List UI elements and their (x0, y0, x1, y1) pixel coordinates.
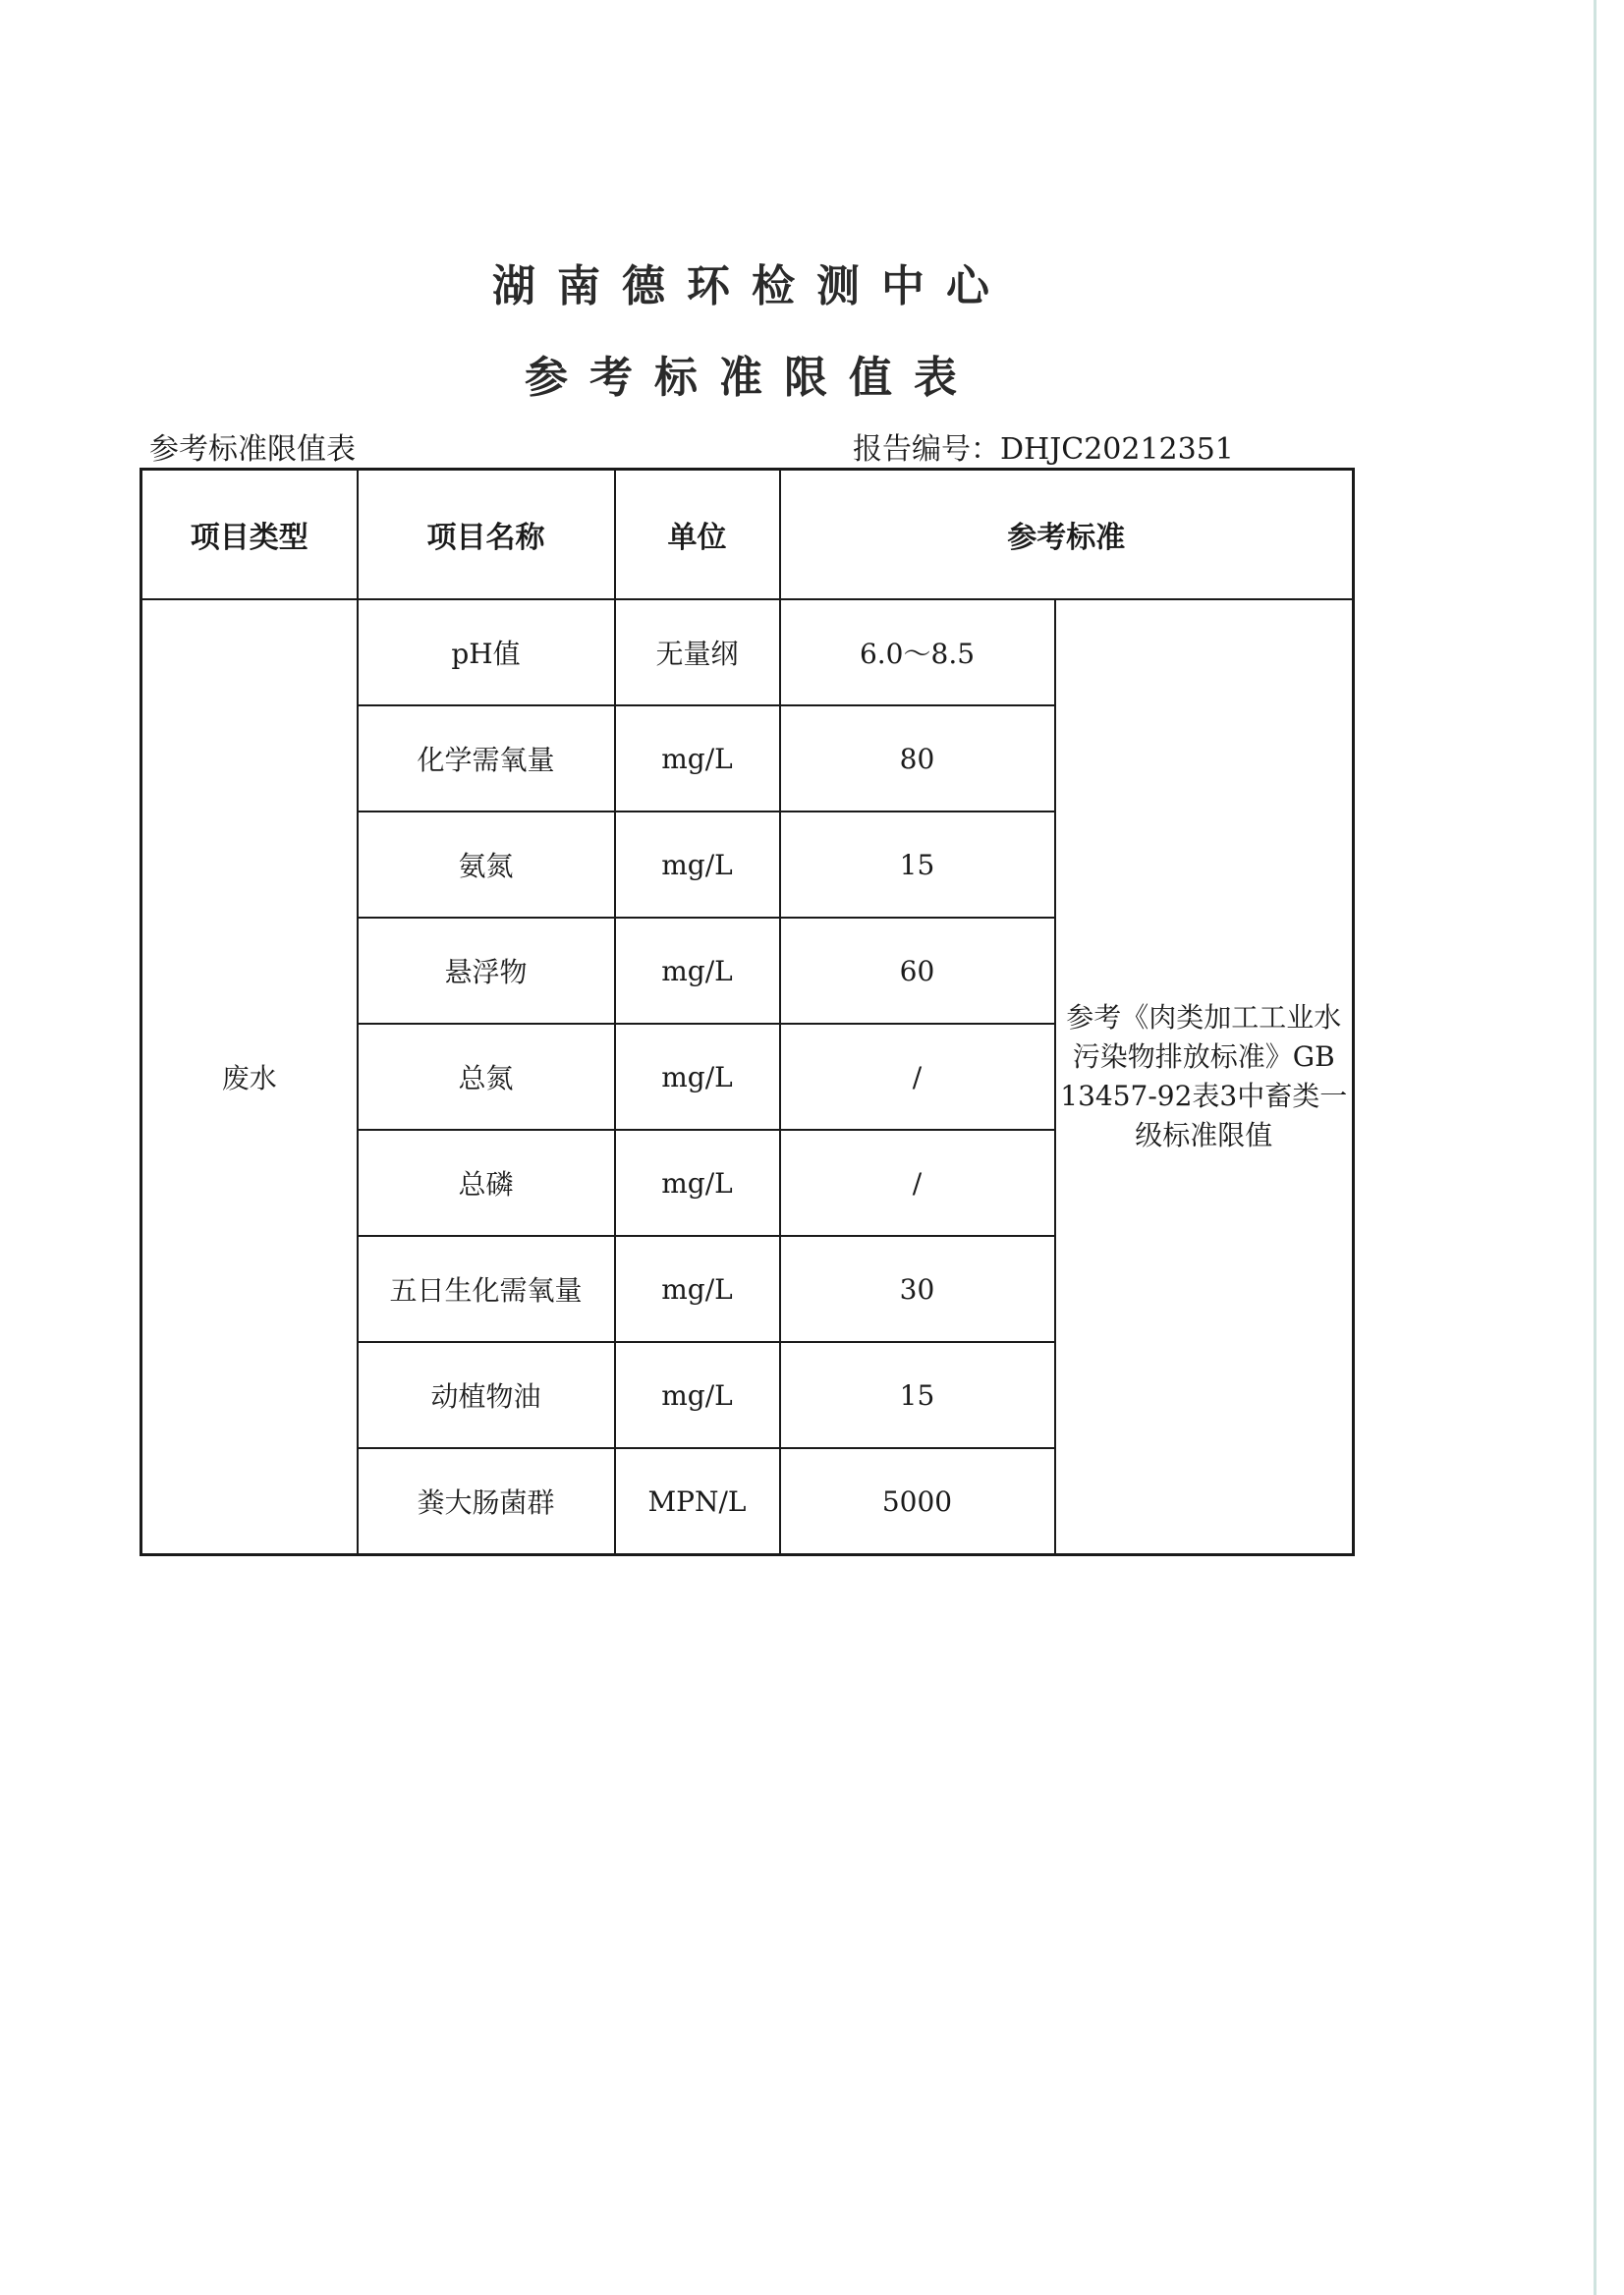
header-item-type: 项目类型 (141, 470, 358, 600)
item-name: 动植物油 (358, 1342, 615, 1448)
item-name: 氨氮 (358, 812, 615, 918)
item-limit: 5000 (780, 1448, 1055, 1555)
item-limit: / (780, 1130, 1055, 1236)
item-limit: / (780, 1024, 1055, 1130)
item-unit: MPN/L (615, 1448, 780, 1555)
document-title: 参考标准限值表 (525, 353, 979, 403)
item-unit: mg/L (615, 1130, 780, 1236)
category-cell: 废水 (141, 599, 358, 1555)
item-limit: 80 (780, 705, 1055, 812)
standard-limits-table (140, 468, 1355, 1556)
scan-edge-line (1594, 0, 1596, 2295)
item-name: 总磷 (358, 1130, 615, 1236)
table-caption: 参考标准限值表 (149, 432, 356, 467)
header-item-name: 项目名称 (358, 470, 615, 600)
item-unit: mg/L (615, 705, 780, 812)
item-limit: 15 (780, 812, 1055, 918)
table-header-row (141, 470, 1354, 600)
organization-name: 湖南德环检测中心 (492, 261, 1011, 311)
item-unit: mg/L (615, 1024, 780, 1130)
item-name: pH值 (358, 599, 615, 705)
item-name: 粪大肠菌群 (358, 1448, 615, 1555)
header-unit: 单位 (615, 470, 780, 600)
item-name: 悬浮物 (358, 918, 615, 1024)
table-row (141, 599, 1354, 705)
header-reference-standard: 参考标准 (780, 470, 1354, 600)
item-limit: 15 (780, 1342, 1055, 1448)
item-name: 总氮 (358, 1024, 615, 1130)
item-limit: 30 (780, 1236, 1055, 1342)
item-name: 化学需氧量 (358, 705, 615, 812)
item-unit: mg/L (615, 812, 780, 918)
item-limit: 60 (780, 918, 1055, 1024)
item-name: 五日生化需氧量 (358, 1236, 615, 1342)
item-unit: mg/L (615, 1342, 780, 1448)
item-unit: 无量纲 (615, 599, 780, 705)
item-unit: mg/L (615, 918, 780, 1024)
item-unit: mg/L (615, 1236, 780, 1342)
report-number: 报告编号：DHJC20212351 (853, 432, 1234, 467)
item-limit: 6.0～8.5 (780, 599, 1055, 705)
reference-standard-cell: 参考《肉类加工工业水污染物排放标准》GB 13457-92表3中畜类一级标准限值 (1055, 599, 1354, 1555)
